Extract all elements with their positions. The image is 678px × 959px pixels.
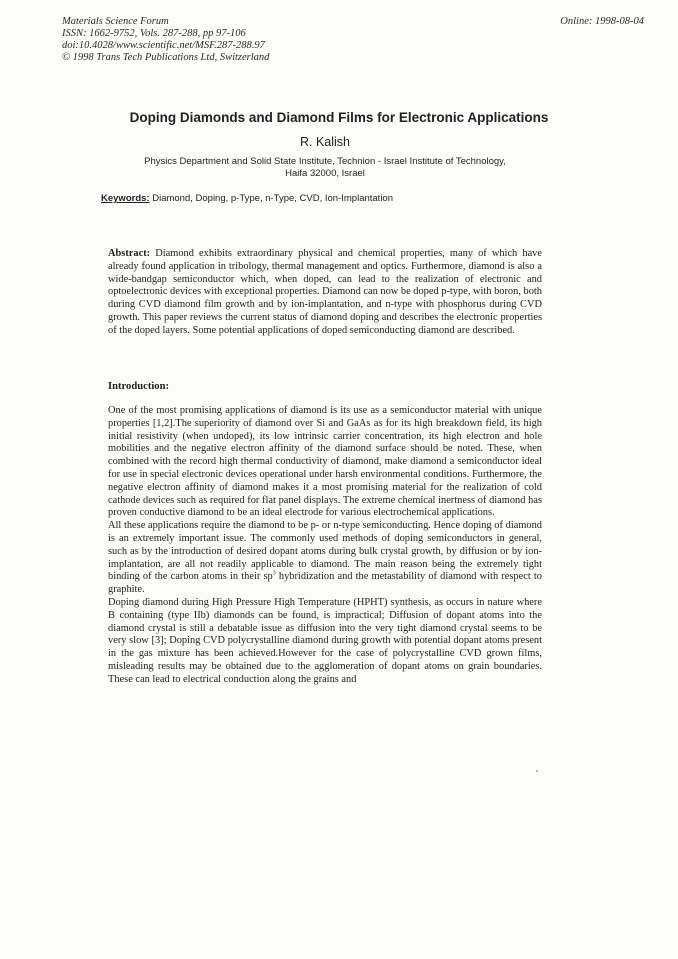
keywords-label: Keywords:: [101, 193, 150, 204]
online-date: Online: 1998-08-04: [560, 16, 644, 27]
keywords-list: Diamond, Doping, p-Type, n-Type, CVD, Ion-Implantation: [152, 193, 394, 204]
journal-name: Materials Science Forum: [62, 16, 169, 27]
journal-header: [62, 16, 269, 64]
author: R. Kalish: [299, 135, 351, 149]
intro-paragraph-1: One of the most promising applications of diamond is its use as a semiconductor material with unique properties [1,2].The superiority of diamond over Si and GaAs as for its high breakdown field, its high initial resistivity (when undoped), its low intrinsic carrier concentration, its high electron and hole mobilities and the negative electron affinity of the diamond surface should be noted. These, when combined with the record high thermal conductivity of diamond, make diamond a semiconductor ideal for use in special electronic devices operational under harsh environmental conditions. Furthermore, the negative electron affinity of diamond makes it a most promising material for the realization of cold cathode devices such as required for flat panel displays. The extreme chemical inertness of diamond has proven conductive diamond to be an ideal electrode for various electrochemical applications.: [108, 405, 542, 519]
intro-paragraph-2-text: All these applications require the diamond to be p- or n-type semiconducting. Hence doping of diamond is an extremely important issue. The commonly used methods of doping semiconductors in general, such as by the introduction of desired dopant atoms during bulk crystal growth, by diffusion or by ion-implantation, are all not readily applicable to diamond. The main reason being the extremely tight binding of the carbon atoms in their sp: [108, 520, 542, 583]
affiliation-line-2: Haifa 32000, Israel: [285, 168, 365, 179]
intro-paragraph-2: [108, 520, 542, 597]
affiliation-line-1: Physics Department and Solid State Institute, Technion - Israel Institute of Technology,: [144, 156, 506, 167]
scan-speck: [536, 770, 538, 772]
intro-paragraph-3: Doping diamond during High Pressure High Temperature (HPHT) synthesis, as occurs in nature where B containing (type IIb) diamonds can be found, is impractical; Diffusion of dopant atoms into the diamond crystal is still a debatable issue as diffusion into the very tight diamond crystal seems to be very slow [3]; Doping CVD polycrystalline diamond during growth with potential dopant atoms present in the gas mixture has been achieved.However for the case of polycrystalline CVD grown films, misleading results may be obtained due to the agglomeration of dopant atoms on grain boundaries. These can lead to electrical conduction along the grains and: [108, 596, 542, 685]
copyright-line: © 1998 Trans Tech Publications Ltd, Switzerland: [62, 52, 270, 63]
keywords: [101, 193, 393, 204]
paper-title: Doping Diamonds and Diamond Films for Electronic Applications: [129, 110, 549, 125]
superscript: 3: [272, 570, 276, 577]
doi-line: doi:10.4028/www.scientific.net/MSF.287-288.97: [62, 40, 265, 51]
introduction-body: [108, 405, 542, 687]
abstract: [108, 248, 542, 338]
abstract-text: Diamond exhibits extraordinary physical and chemical properties, many of which have already found application in tribology, thermal management and optics. Furthermore, diamond is also a wide-bandgap semiconductor which, when doped, can lead to the realization of electronic and optoelectronic devices with exceptional properties. Diamond can now be doped p-type, with boron, both during CVD diamond film growth and by ion-implantation, and n-type with phosphorus during CVD growth. This paper reviews the current status of diamond doping and describes the electronic properties of the doped layers. Some potential applications of doped semiconducting diamond are described.: [108, 248, 542, 336]
abstract-label: Abstract:: [108, 248, 151, 259]
affiliation: [0, 156, 650, 180]
issn-line: ISSN: 1662-9752, Vols. 287-288, pp 97-106: [62, 28, 246, 39]
introduction-heading: Introduction:: [108, 381, 170, 392]
intro-paragraph-2-end: hybridization and the metastability of diamond with respect to graphite.: [108, 571, 542, 596]
